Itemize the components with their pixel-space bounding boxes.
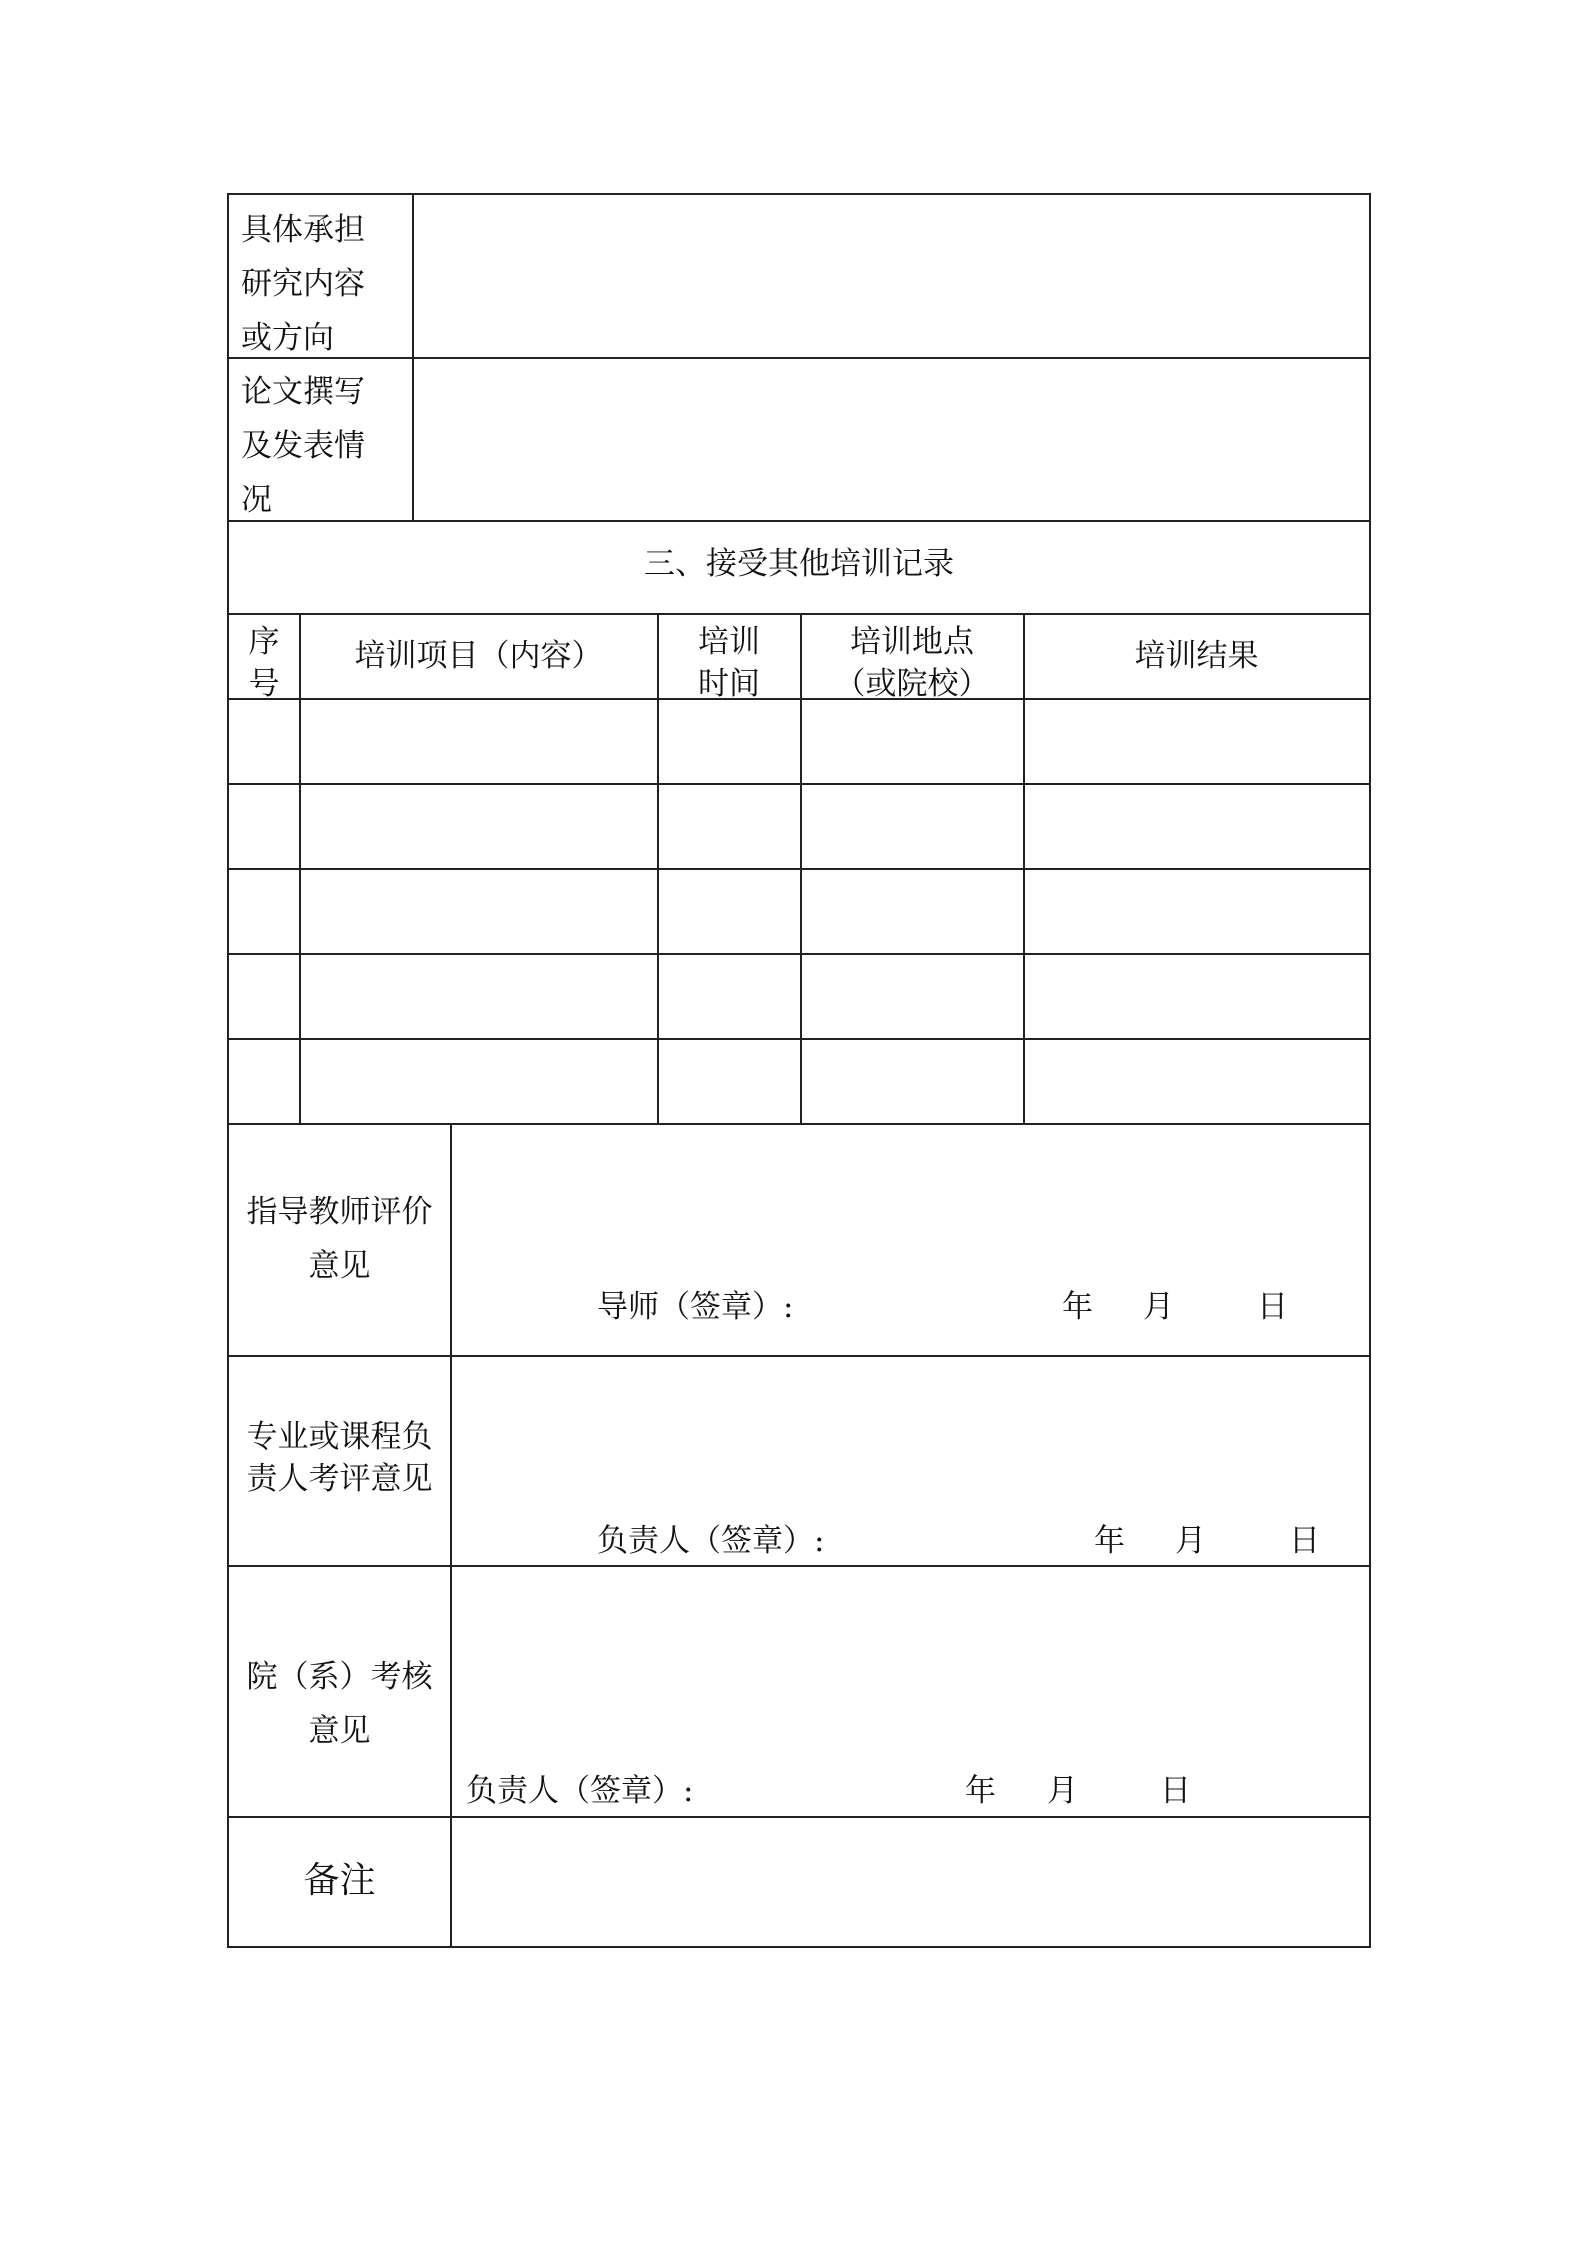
header-line: 时间 (698, 666, 760, 702)
label-line: 论文撰写 (241, 374, 365, 410)
department-year-label: 年 (965, 1773, 996, 1809)
cell-place[interactable] (802, 700, 1023, 782)
cell-project[interactable] (301, 1040, 657, 1122)
label-line: 研究内容 (241, 266, 365, 302)
header-line: 培训 (698, 624, 760, 660)
header-place (801, 621, 1023, 705)
label-line: 况 (241, 482, 272, 518)
paper-writing-label (241, 365, 411, 527)
cell-seq[interactable] (229, 1040, 299, 1122)
table-row (229, 700, 1369, 782)
header-result: 培训结果 (1134, 638, 1259, 674)
cell-seq[interactable] (229, 700, 299, 782)
cell-project[interactable] (301, 785, 657, 867)
header-line: 序 (248, 624, 280, 660)
research-content-field[interactable] (415, 197, 1365, 355)
paper-writing-field[interactable] (415, 360, 1365, 518)
cell-project[interactable] (301, 700, 657, 782)
label-line: 意见 (308, 1713, 371, 1749)
cell-project[interactable] (301, 870, 657, 952)
cell-time[interactable] (659, 700, 800, 782)
remarks-label: 备注 (303, 1860, 376, 1901)
row-divider (229, 1565, 1369, 1567)
column-divider (450, 1123, 452, 1946)
course-head-signature-label: 负责人（签章）: (597, 1523, 825, 1559)
cell-result[interactable] (1025, 870, 1369, 952)
mentor-year-label: 年 (1062, 1289, 1093, 1325)
table-row (229, 785, 1369, 867)
cell-time[interactable] (659, 1040, 800, 1122)
header-line: 号 (248, 666, 280, 702)
course-head-year-label: 年 (1094, 1523, 1125, 1559)
department-review-label (229, 1650, 450, 1758)
table-row (229, 1040, 1369, 1122)
label-line: 院（系）考核 (246, 1659, 433, 1695)
cell-result[interactable] (1025, 785, 1369, 867)
department-day-label: 日 (1160, 1773, 1191, 1809)
remarks-field[interactable] (453, 1819, 1365, 1941)
header-line: （或院校） (834, 666, 990, 702)
label-line: 及发表情 (241, 428, 365, 464)
mentor-evaluation-field[interactable] (453, 1126, 1365, 1276)
cell-result[interactable] (1025, 955, 1369, 1037)
label-line: 意见 (308, 1248, 371, 1284)
section-title: 三、接受其他培训记录 (644, 546, 954, 582)
cell-result[interactable] (1025, 1040, 1369, 1122)
cell-project[interactable] (301, 955, 657, 1037)
row-divider (229, 1123, 1369, 1125)
cell-time[interactable] (659, 870, 800, 952)
table-row (229, 870, 1369, 952)
cell-place[interactable] (802, 785, 1023, 867)
column-divider (412, 195, 414, 520)
label-line: 责人考评意见 (246, 1461, 433, 1497)
row-divider (229, 613, 1369, 615)
cell-seq[interactable] (229, 870, 299, 952)
cell-place[interactable] (802, 955, 1023, 1037)
department-month-label: 月 (1047, 1773, 1078, 1809)
cell-place[interactable] (802, 870, 1023, 952)
mentor-month-label: 月 (1143, 1289, 1174, 1325)
course-head-evaluation-label (229, 1416, 450, 1500)
header-line: 培训地点 (850, 624, 974, 660)
department-signature-label: 负责人（签章）: (466, 1773, 694, 1809)
cell-place[interactable] (802, 1040, 1023, 1122)
record-form (227, 193, 1371, 1948)
cell-time[interactable] (659, 955, 800, 1037)
cell-seq[interactable] (229, 785, 299, 867)
header-project: 培训项目（内容） (354, 638, 603, 674)
label-line: 具体承担 (241, 212, 365, 248)
mentor-signature-label: 导师（签章）: (597, 1289, 794, 1325)
department-review-field[interactable] (453, 1568, 1365, 1758)
label-line: 指导教师评价 (246, 1194, 433, 1230)
cell-seq[interactable] (229, 955, 299, 1037)
label-line: 专业或课程负 (246, 1419, 433, 1455)
mentor-day-label: 日 (1257, 1289, 1288, 1325)
header-seq (229, 621, 299, 705)
research-content-label (241, 203, 411, 365)
header-time (658, 621, 800, 705)
course-head-month-label: 月 (1175, 1523, 1206, 1559)
row-divider (229, 1355, 1369, 1357)
table-row (229, 955, 1369, 1037)
mentor-evaluation-label (229, 1185, 450, 1293)
course-head-day-label: 日 (1289, 1523, 1320, 1559)
row-divider (229, 1816, 1369, 1818)
label-line: 或方向 (241, 320, 334, 356)
course-head-evaluation-field[interactable] (453, 1358, 1365, 1508)
cell-time[interactable] (659, 785, 800, 867)
cell-result[interactable] (1025, 700, 1369, 782)
